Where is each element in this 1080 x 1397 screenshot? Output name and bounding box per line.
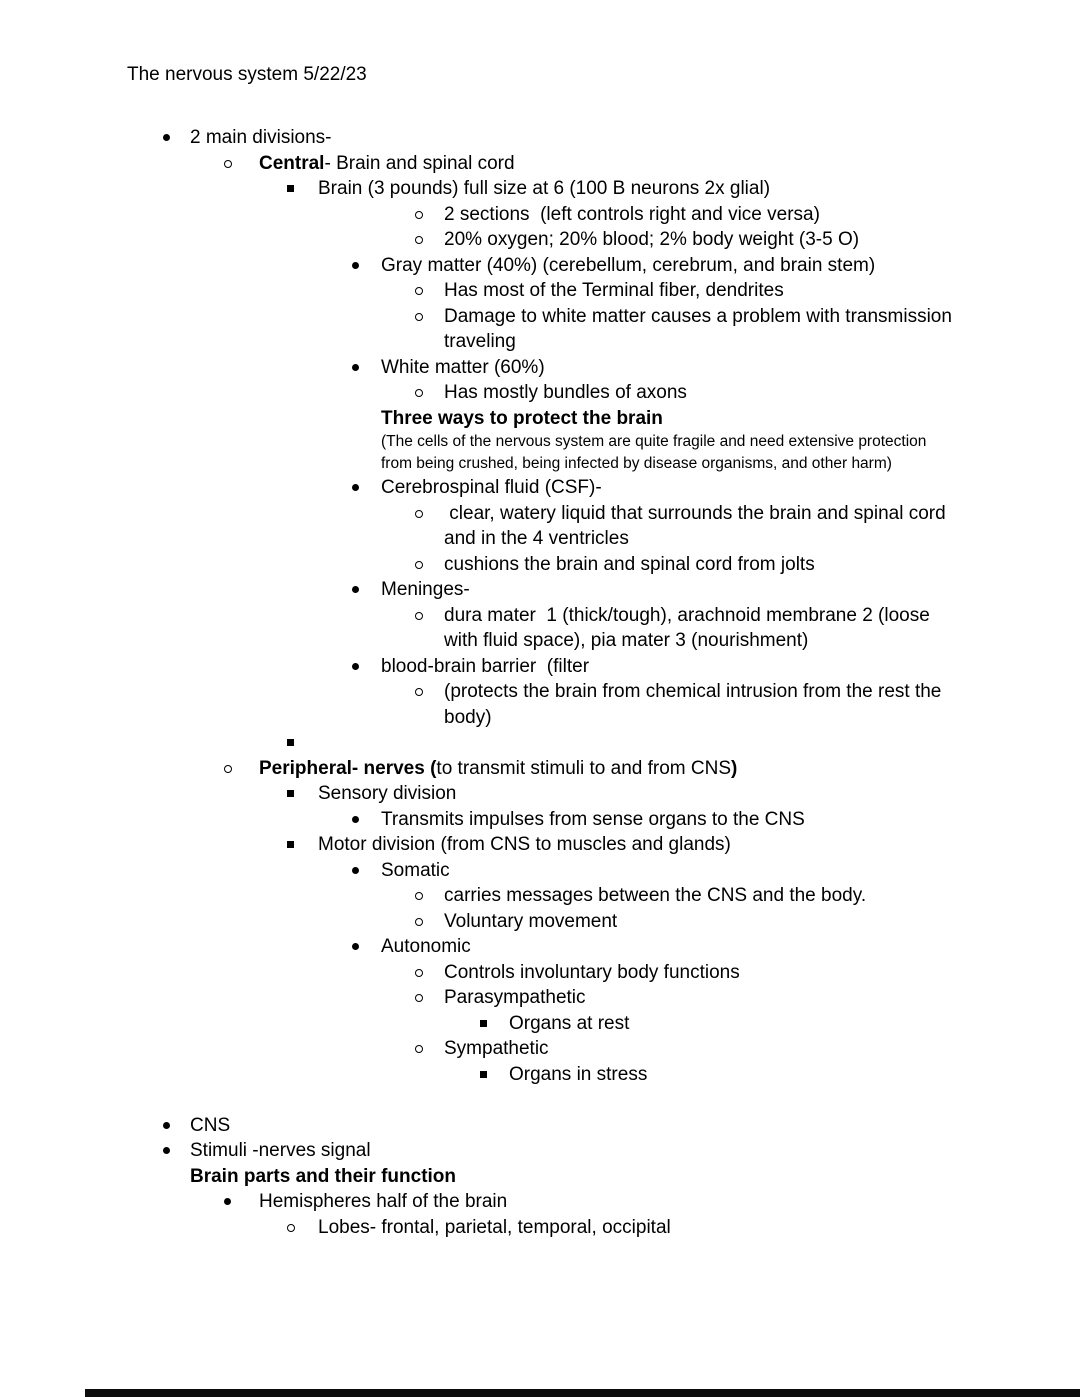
bullet-circle-icon [415, 510, 423, 518]
bullet-square-icon [480, 1071, 487, 1078]
list-item [0, 475, 1080, 501]
line-text: 20% oxygen; 20% blood; 2% body weight (3-5 O) [444, 229, 860, 250]
list-item [0, 909, 1080, 935]
line-text: Controls involuntary body functions [444, 961, 740, 983]
line-text: (protects the brain from chemical intrusion from the rest the body) [444, 681, 947, 728]
list-item [0, 960, 1080, 986]
line-text: Motor division (from CNS to muscles and glands) [318, 834, 731, 855]
line-text: cushions the brain and spinal cord from jolts [444, 553, 815, 575]
bullet-circle-icon [415, 892, 423, 900]
bullet-circle-icon [415, 236, 423, 244]
line-text: Cerebrospinal fluid (CSF)- [381, 477, 602, 498]
list-item [0, 304, 1080, 355]
list-item [0, 603, 1080, 654]
list-item [0, 577, 1080, 603]
list-item [0, 1062, 1080, 1088]
line-text: Lobes- frontal, parietal, temporal, occipital [318, 1216, 671, 1238]
bullet-disc-icon [352, 663, 359, 670]
line-text: 2 sections (left controls right and vice versa) [444, 203, 820, 225]
list-item [0, 125, 1080, 151]
bullet-disc-icon [352, 364, 359, 371]
list-item [0, 781, 1080, 807]
line-text: Brain (3 pounds) full size at 6 (100 B neurons 2x glial) [318, 178, 771, 199]
list-item [0, 202, 1080, 228]
line-text: Organs at rest [509, 1012, 630, 1034]
line-text: Brain parts and their function [190, 1165, 457, 1187]
list-item [0, 227, 1080, 253]
list-item [0, 679, 1080, 730]
list-item [0, 985, 1080, 1011]
bullet-disc-icon [352, 484, 359, 491]
line-text: Has most of the Terminal fiber, dendrites [444, 280, 784, 301]
bullet-square-icon [480, 1020, 487, 1027]
text-line [0, 406, 1080, 432]
bullet-circle-icon [415, 313, 423, 321]
line-text: Sympathetic [444, 1038, 549, 1059]
bullet-circle-icon [415, 287, 423, 295]
line-text: Gray matter (40%) (cerebellum, cerebrum, and brain stem) [381, 254, 876, 276]
list-item [0, 883, 1080, 909]
line-text: 2 main divisions- [190, 127, 332, 148]
line-text: Hemispheres half of the brain [259, 1191, 508, 1212]
line-text: (The cells of the nervous system are quite fragile and need extensive protection from being crushed, being infected by disease organisms, and other harm) [381, 433, 931, 472]
line-text: clear, watery liquid that surrounds the brain and spinal cord and in the 4 ventricles [444, 502, 951, 549]
list-item [0, 278, 1080, 304]
bullet-circle-icon [224, 160, 232, 168]
line-text: Somatic [381, 859, 450, 881]
bullet-square-icon [287, 790, 294, 797]
line-text: Central- Brain and spinal cord [259, 152, 515, 174]
line-text: Peripheral- nerves (to transmit stimuli to and from CNS) [259, 757, 738, 779]
list-item [0, 380, 1080, 406]
line-text: Stimuli -nerves signal [190, 1140, 371, 1161]
line-text: Meninges- [381, 579, 470, 600]
text-line [0, 1164, 1080, 1190]
list-item [0, 501, 1080, 552]
bullet-square-icon [287, 841, 294, 848]
list-item [0, 807, 1080, 833]
bullet-circle-icon [415, 969, 423, 977]
line-text: White matter (60%) [381, 356, 545, 378]
line-text: Voluntary movement [444, 910, 618, 932]
list-item [0, 858, 1080, 884]
bullet-square-icon [287, 739, 294, 746]
list-item [0, 355, 1080, 381]
bullet-circle-icon [415, 612, 423, 620]
text-line [0, 431, 1080, 475]
list-item [0, 730, 1080, 756]
bullet-circle-icon [287, 1224, 295, 1232]
bullet-circle-icon [415, 688, 423, 696]
bullet-circle-icon [415, 1045, 423, 1053]
list-item [0, 832, 1080, 858]
list-item [0, 176, 1080, 202]
bullet-circle-icon [415, 561, 423, 569]
list-item [0, 253, 1080, 279]
line-text: Three ways to protect the brain [381, 407, 663, 429]
bottom-bar [85, 1389, 1080, 1397]
list-item [0, 151, 1080, 177]
bullet-circle-icon [415, 918, 423, 926]
line-text: Has mostly bundles of axons [444, 382, 687, 403]
line-text: Autonomic [381, 936, 471, 957]
bullet-circle-icon [224, 765, 232, 773]
line-text: Sensory division [318, 783, 457, 804]
line-text: Parasympathetic [444, 987, 586, 1008]
list-item [0, 756, 1080, 782]
list-item [0, 1138, 1080, 1164]
list-item [0, 1189, 1080, 1215]
list-item [0, 934, 1080, 960]
bullet-square-icon [287, 185, 294, 192]
bullet-disc-icon [352, 586, 359, 593]
line-text: Transmits impulses from sense organs to the CNS [381, 808, 805, 830]
line-text: Organs in stress [509, 1063, 648, 1085]
document-title: The nervous system 5/22/23 [127, 64, 367, 85]
text-line [0, 1087, 1080, 1113]
bullet-disc-icon [163, 1122, 170, 1129]
list-item [0, 1215, 1080, 1241]
line-text: Damage to white matter causes a problem with transmission traveling [444, 305, 958, 352]
bullet-disc-icon [352, 943, 359, 950]
document-body [0, 125, 1080, 1240]
list-item [0, 1113, 1080, 1139]
list-item [0, 1036, 1080, 1062]
list-item [0, 552, 1080, 578]
bullet-disc-icon [352, 816, 359, 823]
bullet-disc-icon [352, 867, 359, 874]
line-text: dura mater 1 (thick/tough), arachnoid membrane 2 (loose with fluid space), pia mater 3 (nourishment) [444, 604, 936, 651]
bullet-circle-icon [415, 389, 423, 397]
list-item [0, 1011, 1080, 1037]
bullet-disc-icon [224, 1198, 231, 1205]
list-item [0, 654, 1080, 680]
bullet-circle-icon [415, 211, 423, 219]
bullet-disc-icon [352, 262, 359, 269]
bullet-disc-icon [163, 134, 170, 141]
bullet-disc-icon [163, 1147, 170, 1154]
line-text: CNS [190, 1114, 231, 1136]
line-text: blood-brain barrier (filter [381, 655, 590, 677]
bullet-circle-icon [415, 994, 423, 1002]
line-text: carries messages between the CNS and the body. [444, 885, 867, 906]
